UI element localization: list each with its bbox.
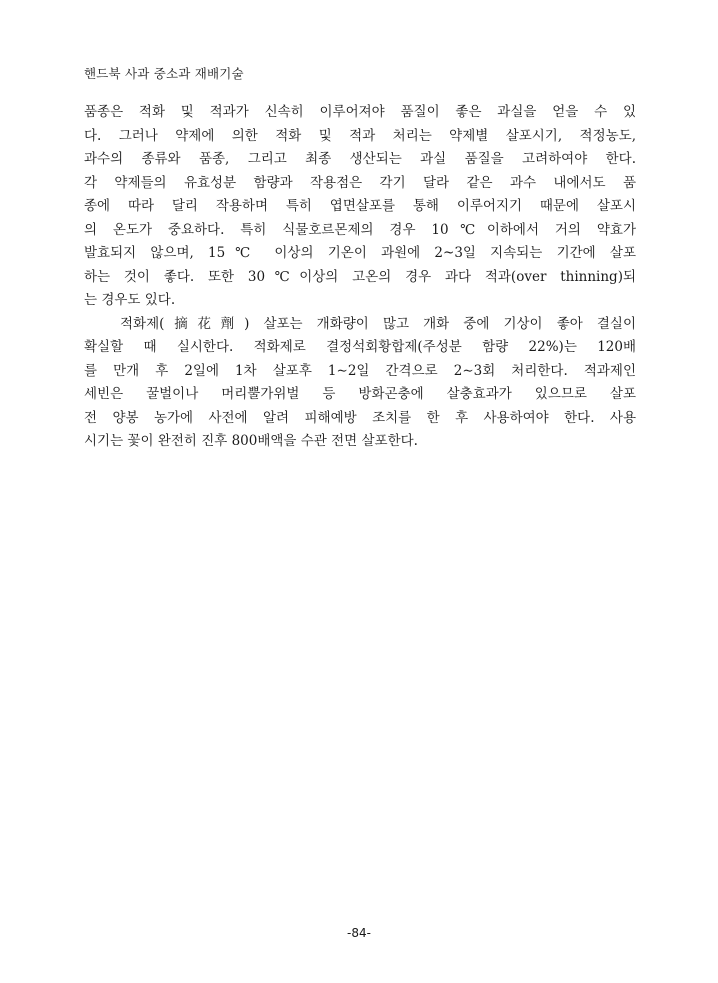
text-line: 전 양봉 농가에 사전에 알려 피해예방 조치를 한 후 사용하여야 한다. 사용 — [84, 409, 636, 426]
text-line: 적화제(摘花劑) 살포는 개화량이 많고 개화 중에 기상이 좋아 결실이 — [120, 315, 636, 332]
text-line: 시기는 꽃이 완전히 진후 800배액을 수관 전면 살포한다. — [84, 433, 418, 449]
text-line: 품종은 적화 및 적과가 신속히 이루어져야 품질이 좋은 과실을 얻을 수 있 — [84, 104, 636, 120]
text-line: 과수의 종류와 품종, 그리고 최종 생산되는 과실 품질을 고려하여야 한다. — [84, 151, 636, 167]
text-line: 발효되지 않으며, 15℃ 이상의 기온이 과원에 2~3일 지속되는 기간에 살포 — [84, 245, 636, 261]
text-line: 확실할 때 실시한다. 적화제로 결정석회황합제(주성분 함량 22%)는 120배 — [84, 339, 636, 355]
text-line: 세빈은 꿀벌이나 머리뿔가위벌 등 방화곤충에 살충효과가 있으므로 살포 — [84, 386, 636, 402]
running-header: 핸드북 사과 중소과 재배기술 — [84, 66, 244, 81]
text-line: 는 경우도 있다. — [84, 292, 176, 308]
text-line: 종에 따라 달리 작용하며 특히 엽면살포를 통해 이루어지기 때문에 살포시 — [84, 198, 636, 214]
page-number: -84- — [347, 926, 371, 940]
text-line: 하는 것이 좋다. 또한 30℃이상의 고온의 경우 과다 적과(over thinning)되 — [84, 268, 636, 285]
text-line: 의 온도가 중요하다. 특히 식물호르몬제의 경우 10℃이하에서 거의 약효가 — [84, 221, 636, 238]
paragraph-1 — [84, 101, 636, 313]
text-line: 를 만개 후 2일에 1차 살포후 1∼2일 간격으로 2∼3회 처리한다. 적과제인 — [84, 362, 636, 379]
body-text — [84, 101, 636, 454]
paragraph-2 — [84, 313, 636, 454]
text-line: 각 약제들의 유효성분 함량과 작용점은 각기 달라 같은 과수 내에서도 품 — [84, 174, 636, 191]
text-line: 다. 그러나 약제에 의한 적화 및 적과 처리는 약제별 살포시기, 적정농도, — [84, 127, 636, 144]
